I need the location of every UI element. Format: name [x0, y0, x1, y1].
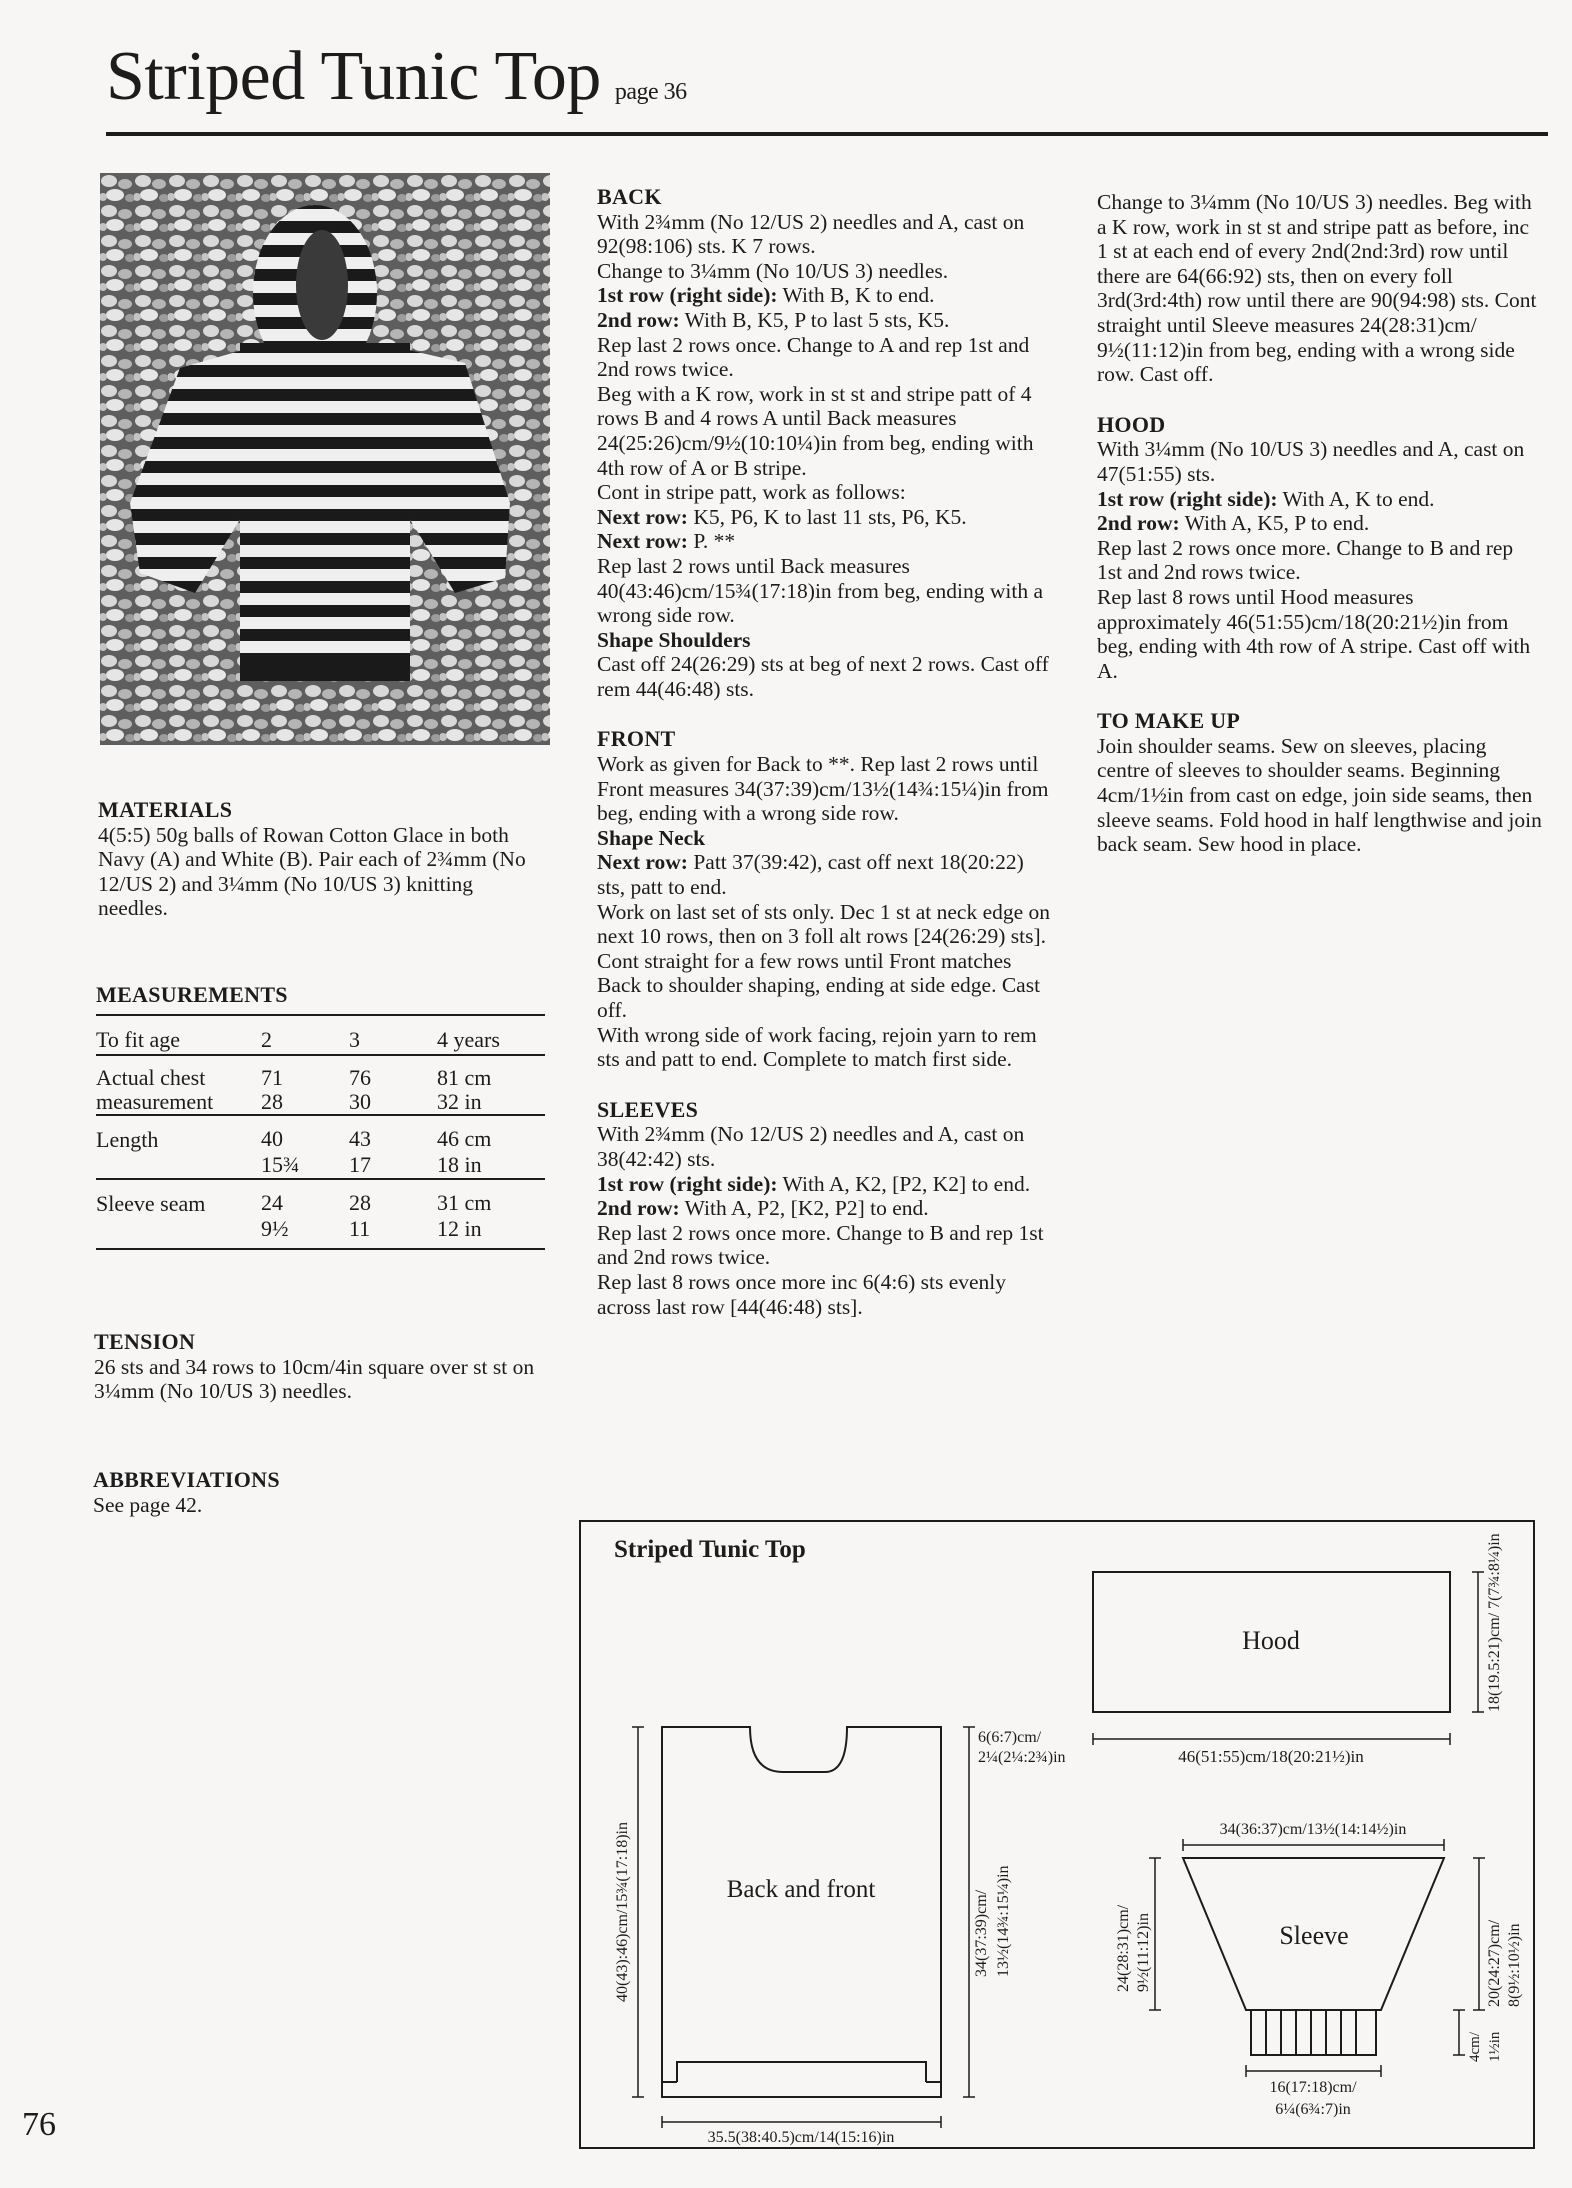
materials-section — [98, 798, 548, 921]
table-row — [96, 1115, 545, 1179]
sleeve-label: Sleeve — [1279, 1921, 1349, 1950]
back-p6: Rep last 2 rows until Back measures 40(43:46)cm/15¾(17:18)in from beg, ending with a wrong side row. — [597, 553, 1044, 628]
row-text: With A, P2, [K2, P2] to end. — [679, 1196, 929, 1221]
abbreviations-heading: ABBREVIATIONS — [93, 1467, 280, 1492]
sleeves-row2 — [597, 1196, 1052, 1221]
sleeves-row1 — [597, 1172, 1052, 1197]
diagram-title-text: Striped Tunic Top — [614, 1536, 806, 1563]
sleeve-top-dim: 34(36:37)cm/13½(14:14½)in — [1219, 1821, 1407, 1838]
materials-heading: MATERIALS — [98, 797, 233, 822]
measurements-heading: MEASUREMENTS — [96, 982, 288, 1007]
sleeves-heading: SLEEVES — [597, 1096, 699, 1122]
back-next-row-2 — [597, 529, 1052, 554]
hood-heading: HOOD — [1097, 411, 1166, 437]
table-row — [96, 1055, 545, 1115]
row-label: Actual chest measurement — [96, 1055, 261, 1115]
back-row1 — [597, 283, 1052, 308]
back-section — [597, 185, 1052, 701]
garment-photo — [100, 173, 550, 745]
tension-text: 26 sts and 34 rows to 10cm/4in square over st st on 3¼mm (No 10/US 3) needles. — [94, 1354, 535, 1404]
schematic-diagram — [579, 1520, 1535, 2149]
body-to-neck-dim-1: 34(37:39)cm/ — [973, 1889, 990, 1977]
cuff-dim-1: 4cm/ — [1467, 2032, 1483, 2062]
body-to-neck-dim-2: 13½(14¾:15¼)in — [995, 1865, 1012, 1977]
back-p1: With 2¾mm (No 12/US 2) needles and A, cast on 92(98:106) sts. K 7 rows. — [597, 209, 1025, 259]
row-text: Patt 37(39:42), cast off next 18(20:22) sts, patt to end. — [597, 850, 1024, 900]
table-row — [96, 1179, 545, 1249]
sleeve-length-dim-2: 9½(11:12)in — [1135, 1913, 1152, 1992]
front-section — [597, 727, 1052, 1071]
size-2-value: 2 — [261, 1015, 349, 1055]
page-title — [106, 38, 687, 115]
sleeve-cuff — [1251, 2010, 1376, 2055]
hood-section — [1097, 413, 1542, 684]
row-label: 1st row (right side): — [597, 1171, 778, 1196]
right-column — [1097, 190, 1542, 857]
cuff-dim-2: 1½in — [1487, 2031, 1503, 2062]
back-next-row-1 — [597, 505, 1052, 530]
row-text: With A, K5, P to end. — [1179, 511, 1370, 536]
size-3-value: 28 11 — [349, 1179, 437, 1249]
table-row — [96, 1015, 545, 1055]
row-label: 1st row (right side): — [597, 283, 778, 308]
back-front-label: Back and front — [726, 1876, 876, 1903]
row-label: 1st row (right side): — [1097, 486, 1278, 511]
size-4-value: 81 cm 32 in — [437, 1055, 545, 1115]
front-heading: FRONT — [597, 726, 676, 752]
tension-section — [94, 1330, 549, 1404]
hood-row2 — [1097, 511, 1542, 536]
back-heading: BACK — [597, 184, 662, 209]
front-next-row — [597, 850, 1052, 899]
row-label: 2nd row: — [597, 1196, 680, 1221]
materials-text: 4(5:5) 50g balls of Rowan Cotton Glace in both Navy (A) and White (B). Pair each of 2¾mm (No 12/US 2) and 3¼mm (No 10/US 3) knitting needles. — [98, 822, 526, 921]
row-label: Next row: — [597, 504, 688, 529]
size-2-value: 24 9½ — [261, 1179, 349, 1249]
body-width-dim: 35.5(38:40.5)cm/14(15:16)in — [707, 2129, 895, 2146]
size-2-value: 71 28 — [261, 1055, 349, 1115]
page-number: 76 — [22, 2106, 56, 2143]
neck-depth-dim-2: 2¼(2¼:2¾)in — [978, 1749, 1066, 1766]
sleeve-bottom-dim-2: 6¼(6¾:7)in — [1275, 2101, 1351, 2118]
subheading-text: Shape Shoulders — [597, 627, 751, 652]
subheading-text: Shape Neck — [597, 825, 706, 850]
neck-depth-dim-1: 6(6:7)cm/ — [978, 1729, 1042, 1746]
make-up-p1: Join shoulder seams. Sew on sleeves, placing centre of sleeves to shoulder seams. Beginning 4cm/1½in from cast on edge, join side seams, then sleeve seams. Fold hood in half lengthwise and join back seam. Sew hood in place. — [1097, 733, 1542, 857]
hood-p2: Rep last 2 rows once more. Change to B and rep 1st and 2nd rows twice. — [1097, 535, 1514, 585]
sleeve-right-dim-1: 20(24:27)cm/ — [1486, 1919, 1503, 2007]
size-3-value: 3 — [349, 1015, 437, 1055]
row-text: With A, K to end. — [1277, 486, 1435, 511]
sleeves-p3: Rep last 8 rows once more inc 6(4:6) sts evenly across last row [44(46:48) sts]. — [597, 1269, 1007, 1319]
abbreviations-text: See page 42. — [93, 1492, 203, 1517]
size-4-value: 46 cm 18 in — [437, 1115, 545, 1179]
back-front-shape — [662, 1727, 941, 2097]
tension-heading: TENSION — [94, 1329, 196, 1354]
row-label: To fit age — [96, 1015, 261, 1055]
hood-width-dim: 46(51:55)cm/18(20:21½)in — [1178, 1747, 1364, 1766]
sleeves-p4: Change to 3¼mm (No 10/US 3) needles. Beg with a K row, work in st st and stripe patt as before, inc 1 st at each end of every 2nd(2nd:3rd) row until there are 64(66:92) sts, then on every foll 3rd(3rd:4th) row until there are 90(94:98) sts. Cont straight until Sleeve measures 24(28:31)cm/ 9½(11:12)in from beg, ending with a wrong side row. Cast off. — [1097, 190, 1537, 387]
row-label: Sleeve seam — [96, 1179, 261, 1249]
sleeves-p1: With 2¾mm (No 12/US 2) needles and A, cast on 38(42:42) sts. — [597, 1122, 1025, 1171]
title-text: Striped Tunic Top — [106, 38, 601, 115]
back-subheading — [597, 628, 1052, 653]
back-row2 — [597, 308, 1052, 333]
back-p3: Rep last 2 rows once. Change to A and rep 1st and 2nd rows twice. — [597, 332, 1030, 382]
front-p3: With wrong side of work facing, rejoin yarn to rem sts and patt to end. Complete to match first side. — [597, 1022, 1037, 1072]
size-3-value: 76 30 — [349, 1055, 437, 1115]
row-text: P. ** — [687, 529, 736, 554]
abbreviations-section — [93, 1468, 548, 1517]
back-p2: Change to 3¼mm (No 10/US 3) needles. — [597, 258, 949, 283]
back-p7: Cast off 24(26:29) sts at beg of next 2 rows. Cast off rem 44(46:48) sts. — [597, 652, 1049, 701]
row-text: With B, K to end. — [777, 283, 935, 308]
size-2-value: 40 15¾ — [261, 1115, 349, 1179]
sleeve-bottom-dim-1: 16(17:18)cm/ — [1269, 2079, 1357, 2096]
front-subheading — [597, 826, 1052, 851]
measurements-table — [96, 1014, 545, 1250]
row-label: 2nd row: — [1097, 511, 1180, 536]
front-p1: Work as given for Back to **. Rep last 2 rows until Front measures 34(37:39)cm/13½(14¾:15¼)in from beg, ending with a wrong side row. — [597, 752, 1049, 826]
sleeves-p2: Rep last 2 rows once more. Change to B and rep 1st and 2nd rows twice. — [597, 1220, 1044, 1270]
size-3-value: 43 17 — [349, 1115, 437, 1179]
row-text: With B, K5, P to last 5 sts, K5. — [679, 307, 950, 332]
make-up-heading: TO MAKE UP — [1097, 708, 1241, 734]
hood-p3: Rep last 8 rows until Hood measures approximately 46(51:55)cm/18(20:21½)in from beg, ending with 4th row of A stripe. Cast off with A. — [1097, 584, 1531, 683]
hood-label: Hood — [1242, 1626, 1300, 1655]
title-rule — [106, 132, 1548, 136]
hood-p1: With 3¼mm (No 10/US 3) needles and A, cast on 47(51:55) sts. — [1097, 437, 1525, 486]
hood-height-dim: 18(19.5:21)cm/ 7(7¾:8¼)in — [1486, 1533, 1503, 1712]
measurements-section — [96, 983, 548, 1250]
size-4-value: 31 cm 12 in — [437, 1179, 545, 1249]
size-4-value: 4 years — [437, 1015, 545, 1055]
title-page-ref: page 36 — [614, 79, 687, 105]
row-label: Length — [96, 1115, 261, 1179]
sleeves-section — [597, 1098, 1052, 1319]
row-text: K5, P6, K to last 11 sts, P6, K5. — [687, 504, 967, 529]
diagram-title — [614, 1536, 806, 1563]
row-label: 2nd row: — [597, 307, 680, 332]
body-length-dim: 40(43):46)cm/15¾(17:18)in — [614, 1822, 631, 2002]
hood-row1 — [1097, 487, 1542, 512]
row-text: With A, K2, [P2, K2] to end. — [777, 1171, 1031, 1196]
front-p2: Work on last set of sts only. Dec 1 st at neck edge on next 10 rows, then on 3 foll alt rows [24(26:29) sts]. Cont straight for a few rows until Front matches Back to shoulder shaping, ending at side edge. Cast off. — [597, 899, 1051, 1022]
middle-column — [597, 185, 1052, 1319]
make-up-section — [1097, 709, 1542, 857]
row-label: Next row: — [597, 850, 688, 875]
back-p5: Cont in stripe patt, work as follows: — [597, 480, 906, 505]
row-label: Next row: — [597, 529, 688, 554]
sleeve-length-dim-1: 24(28:31)cm/ — [1115, 1904, 1132, 1992]
back-p4: Beg with a K row, work in st st and stripe patt of 4 rows B and 4 rows A until Back measures 24(25:26)cm/9½(10:10¼)in from beg, ending with 4th row of A or B stripe. — [597, 381, 1034, 480]
sleeve-right-dim-2: 8(9½:10½)in — [1506, 1923, 1523, 2007]
